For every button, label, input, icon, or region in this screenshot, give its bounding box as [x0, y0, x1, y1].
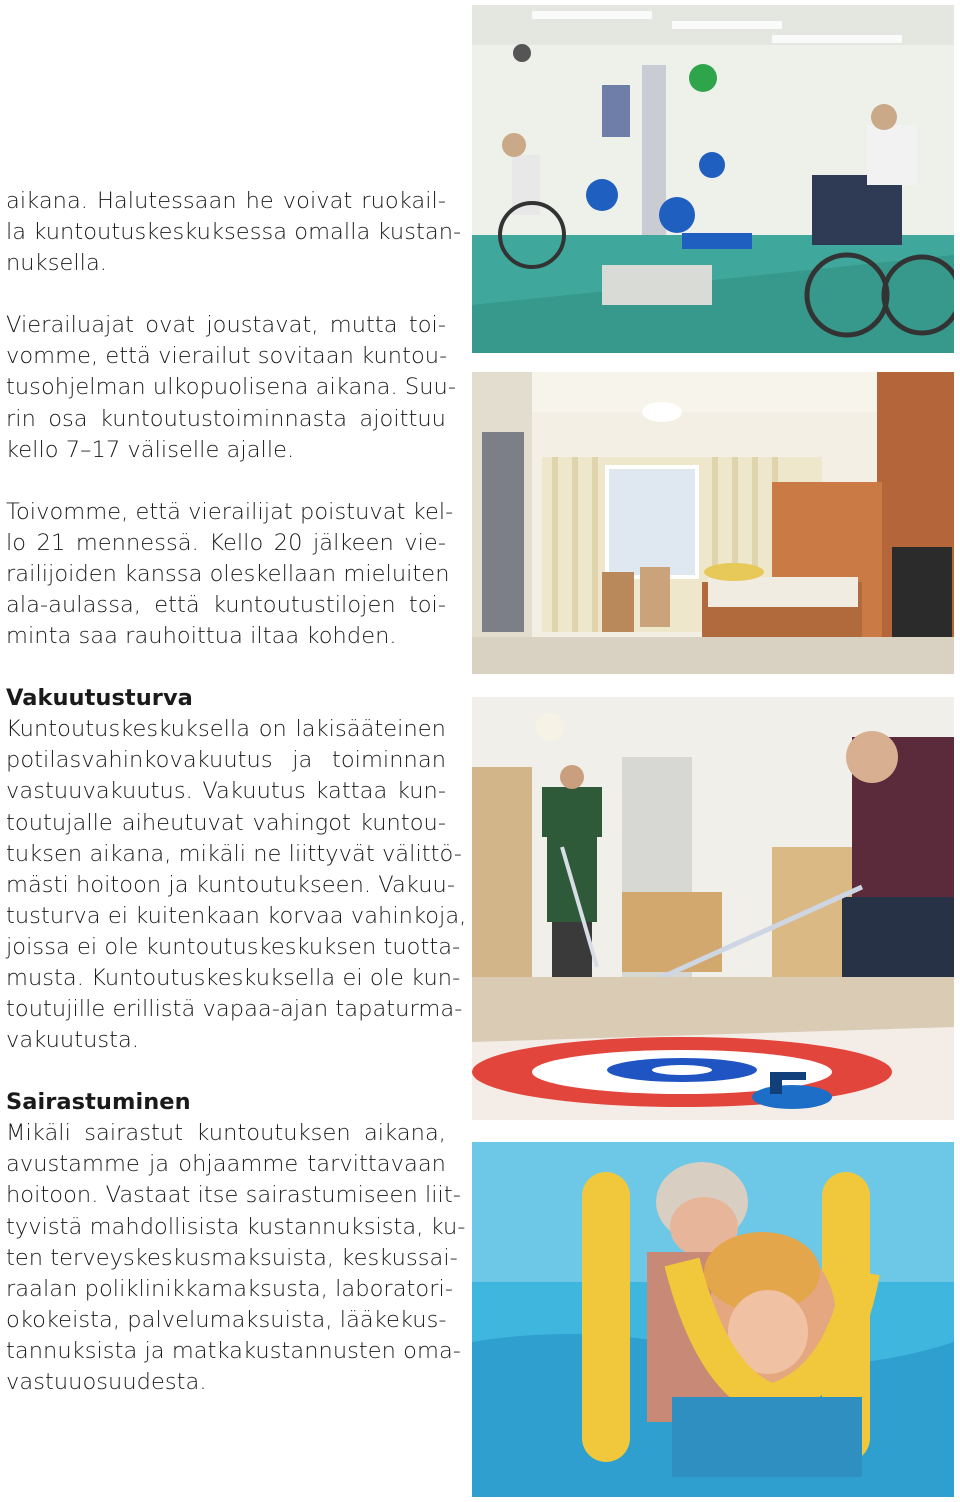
text-line: ala-aulassa, että kuntoutustilojen toi-	[6, 592, 446, 619]
text-line: joissa ei ole kuntoutuskeskuksen tuotta-	[6, 933, 461, 960]
patient-room-illustration	[472, 372, 954, 674]
section-illness	[6, 1087, 466, 1398]
paragraph-visitors-leave	[6, 497, 454, 652]
paragraph-visiting-hours	[6, 310, 457, 465]
text-line: ten terveyskeskusmaksuista, keskussai-	[6, 1244, 458, 1271]
photo-pool-therapy	[472, 1142, 954, 1497]
text-line: vomme, että vierailut sovitaan kuntou-	[6, 343, 448, 370]
text-line: Vierailuajat ovat joustavat, mutta toi-	[6, 312, 446, 339]
text-line: kello 7–17 väliselle ajalle.	[6, 436, 295, 463]
photo-rehab-gym	[472, 5, 954, 353]
text-line: tyvistä mahdollisista kustannuksista, ku-	[6, 1213, 466, 1240]
text-line: railijoiden kanssa oleskellaan mieluiten	[6, 560, 450, 587]
text-line: raalan poliklinikkamaksusta, laboratori-	[6, 1275, 454, 1302]
text-line: toutujille erillistä vapaa-ajan tapaturma-	[6, 996, 463, 1023]
floor-curling-illustration	[472, 697, 954, 1120]
text-line: vastuuosuudesta.	[6, 1369, 207, 1395]
rehab-gym-illustration	[472, 5, 954, 353]
text-column	[6, 186, 467, 1429]
text-line: potilasvahinkovakuutus ja toiminnan	[6, 747, 446, 774]
text-line: Kuntoutuskeskuksella on lakisääteinen	[6, 716, 446, 743]
text-line: mästi hoitoon ja kuntoutukseen. Vakuu-	[6, 871, 455, 898]
text-line: nuksella.	[6, 250, 108, 277]
text-line: aikana. Halutessaan he voivat ruokail-	[6, 188, 446, 214]
photo-patient-room	[472, 372, 954, 674]
text-line: minta saa rauhoittua iltaa kohden.	[6, 623, 397, 650]
text-line: vakuutusta.	[6, 1027, 140, 1054]
text-line: rin osa kuntoutustoiminnasta ajoittuu	[6, 405, 446, 432]
text-line: musta. Kuntoutuskeskuksella ei ole kun-	[6, 964, 461, 991]
text-line: vastuuvakuutus. Vakuutus kattaa kun-	[6, 778, 446, 805]
text-line: tannuksista ja matkakustannusten oma-	[6, 1337, 461, 1364]
text-line: avustamme ja ohjaamme tarvittavaan	[6, 1151, 446, 1178]
text-line: lo 21 mennessä. Kello 20 jälkeen vie-	[6, 529, 446, 556]
photo-floor-curling	[472, 697, 954, 1120]
text-line: tusturva ei kuitenkaan korvaa vahinkoja,	[6, 902, 467, 929]
text-line: hoitoon. Vastaat itse sairastumiseen liit-	[6, 1182, 461, 1209]
text-line: Mikäli sairastut kuntoutuksen aikana,	[6, 1120, 446, 1147]
section-insurance	[6, 683, 467, 1056]
paragraph-meals	[6, 186, 462, 279]
section-heading: Sairastuminen	[6, 1089, 191, 1116]
text-line: la kuntoutuskeskuksessa omalla kustan-	[6, 219, 462, 246]
text-line: tusohjelman ulkopuolisena aikana. Suu-	[6, 374, 457, 401]
text-line: Toivomme, että vierailijat poistuvat kel-	[6, 498, 454, 525]
text-line: okokeista, palvelumaksuista, lääkekus-	[6, 1306, 447, 1333]
text-line: toutujalle aiheutuvat vahingot kuntou-	[6, 809, 446, 836]
pool-therapy-illustration	[472, 1142, 954, 1497]
section-heading: Vakuutusturva	[6, 685, 193, 712]
text-line: tuksen aikana, mikäli ne liittyvät välittö-	[6, 840, 462, 867]
